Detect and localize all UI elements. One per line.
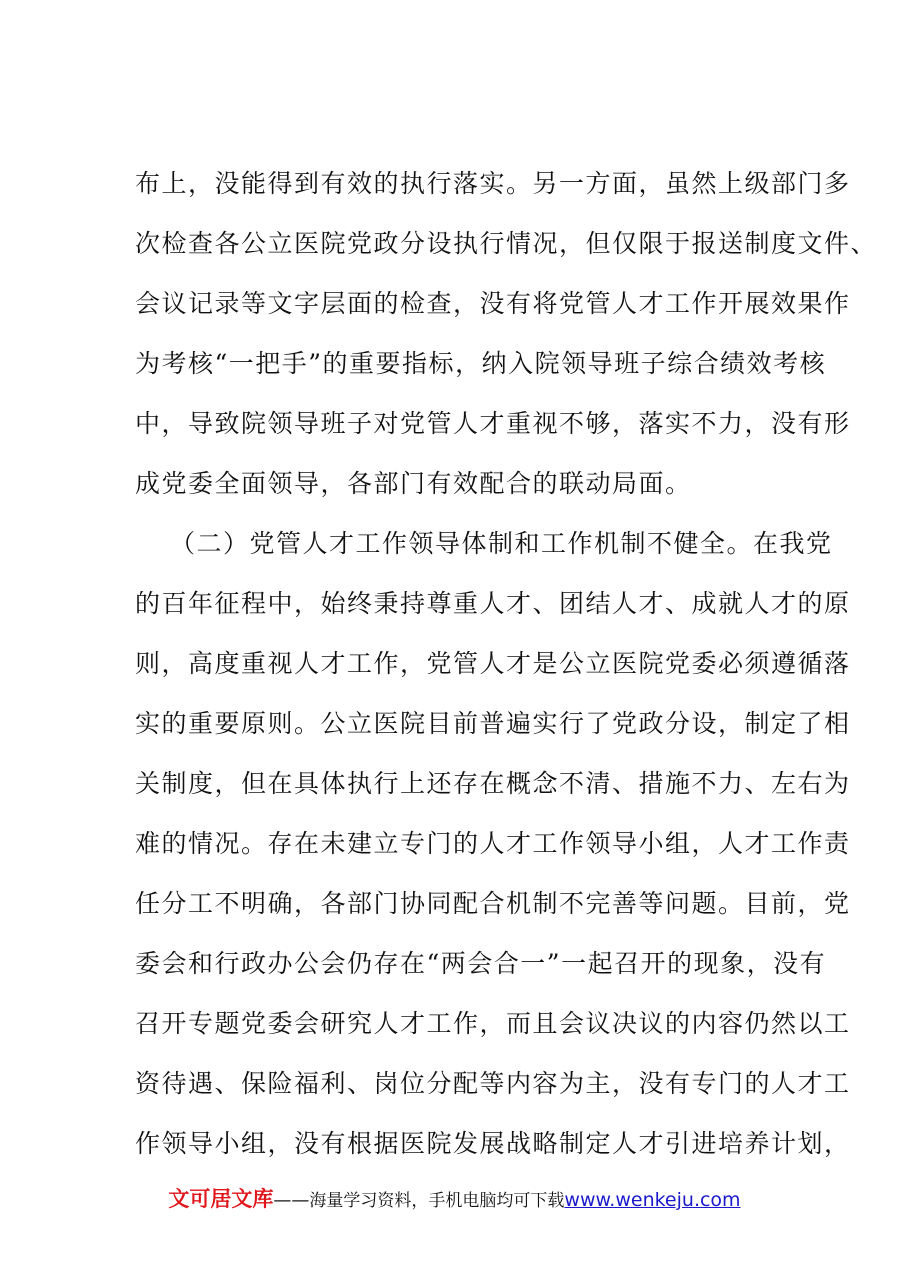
body-text-line: 布上，没能得到有效的执行落实。另一方面，虽然上级部门多 [135,169,851,198]
footer-brand: 文可居文库 [168,1187,274,1211]
body-text-line: 关制度，但在具体执行上还存在概念不清、措施不力、左右为 [135,769,851,798]
body-text-line: 的百年征程中，始终秉持尊重人才、团结人才、成就人才的原 [135,589,851,618]
body-text-line: 为考核“一把手”的重要指标，纳入院领导班子综合绩效考核 [135,349,827,378]
body-text-line: 中，导致院领导班子对党管人才重视不够，落实不力，没有形 [135,409,851,438]
body-text-line: 委会和行政办公会仍存在“两会合一”一起召开的现象，没有 [135,949,827,978]
body-text-line: 资待遇、保险福利、岗位分配等内容为主，没有专门的人才工 [135,1069,851,1098]
body-text-line: 实的重要原则。公立医院目前普遍实行了党政分设，制定了相 [135,709,851,738]
footer-separator: —— [273,1190,310,1211]
body-text-line: 难的情况。存在未建立专门的人才工作领导小组，人才工作责 [135,829,851,858]
page-footer [0,1183,909,1213]
footer-website-link[interactable]: www.wenkeju.com [564,1189,741,1211]
body-text-line: 成党委全面领导，各部门有效配合的联动局面。 [135,469,692,498]
footer-slogan: 海量学习资料，手机电脑均可下载 [309,1191,565,1211]
body-text-line: 作领导小组，没有根据医院发展战略制定人才引进培养计划， [135,1129,851,1158]
body-text-line: 会议记录等文字层面的检查，没有将党管人才工作开展效果作 [135,289,851,318]
section-heading-line: （二）党管人才工作领导体制和工作机制不健全。在我党 [170,529,833,558]
body-text-line: 召开专题党委会研究人才工作，而且会议决议的内容仍然以工 [135,1009,851,1038]
body-text-line: 次检查各公立医院党政分设执行情况，但仅限于报送制度文件、 [135,229,878,258]
body-text-line: 则，高度重视人才工作，党管人才是公立医院党委必须遵循落 [135,649,851,678]
body-text-line: 任分工不明确，各部门协同配合机制不完善等问题。目前，党 [135,889,851,918]
